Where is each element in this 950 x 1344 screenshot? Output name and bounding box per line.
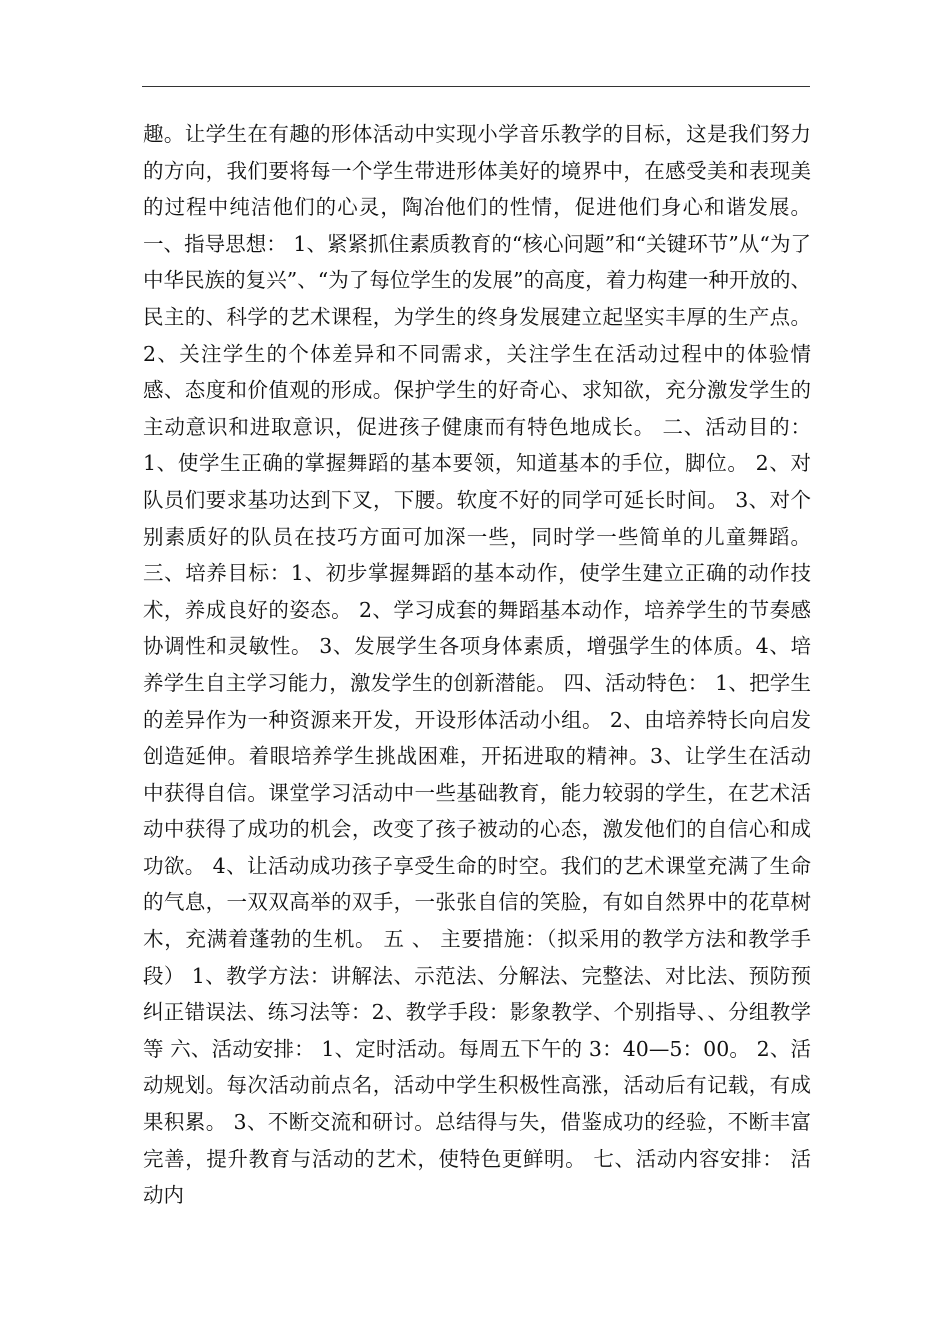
body-paragraph: 趣。让学生在有趣的形体活动中实现小学音乐教学的目标，这是我们努力的方向，我们要将每一个学生带进形体美好的境界中，在感受美和表现美的过程中纯洁他们的心灵，陶冶他们的性情，促进他们身心和谐发展。 一、指导思想： 1、紧紧抓住素质教育的“核心问题”和“关键环节”从“为了中华民族的复兴”、“为了每位学生的发展”的高度，着力构建一种开放的、民主的、科学的艺术课程，为学生的终身发展建立起坚实丰厚的生产点。 2、关注学生的个体差异和不同需求，关注学生在活动过程中的体验情感、态度和价值观的形成。保护学生的好奇心、求知欲，充分激发学生的主动意识和进取意识，促进孩子健康而有特色地成长。 二、活动目的： 1、使学生正确的掌握舞蹈的基本要领，知道基本的手位，脚位。 2、对队员们要求基功达到下叉，下腰。软度不好的同学可延长时间。 3、对个别素质好的队员在技巧方面可加深一些，同时学一些简单的儿童舞蹈。 三、培养目标：1、初步掌握舞蹈的基本动作，使学生建立正确的动作技术，养成良好的姿态。 2、学习成套的舞蹈基本动作，培养学生的节奏感协调性和灵敏性。 3、发展学生各项身体素质，增强学生的体质。4、培养学生自主学习能力，激发学生的创新潜能。 四、活动特色： 1、把学生的差异作为一种资源来开发，开设形体活动小组。 2、由培养特长向启发创造延伸。着眼培养学生挑战困难，开拓进取的精神。3、让学生在活动中获得自信。课堂学习活动中一些基础教育，能力较弱的学生，在艺术活动中获得了成功的机会，改变了孩子被动的心态，激发他们的自信心和成功欲。 4、让活动成功孩子享受生命的时空。我们的艺术课堂充满了生命的气息，一双双高举的双手，一张张自信的笑脸，有如自然界中的花草树木，充满着蓬勃的生机。 五 、 主要措施：（拟采用的教学方法和教学手段） 1、教学方法：讲解法、示范法、分解法、完整法、对比法、预防预纠正错误法、练习法等：2、教学手段：影象教学、个别指导、、分组教学等 六、活动安排： 1、定时活动。每周五下午的 3：40—5：00。 2、活动规划。每次活动前点名，活动中学生积极性高涨，活动后有记载，有成果积累。 3、不断交流和研讨。总结得与失，借鉴成功的经验，不断丰富完善，提升教育与活动的艺术，使特色更鲜明。 七、活动内容安排： 活动内	[143, 122, 811, 1208]
header-rule	[142, 86, 810, 87]
